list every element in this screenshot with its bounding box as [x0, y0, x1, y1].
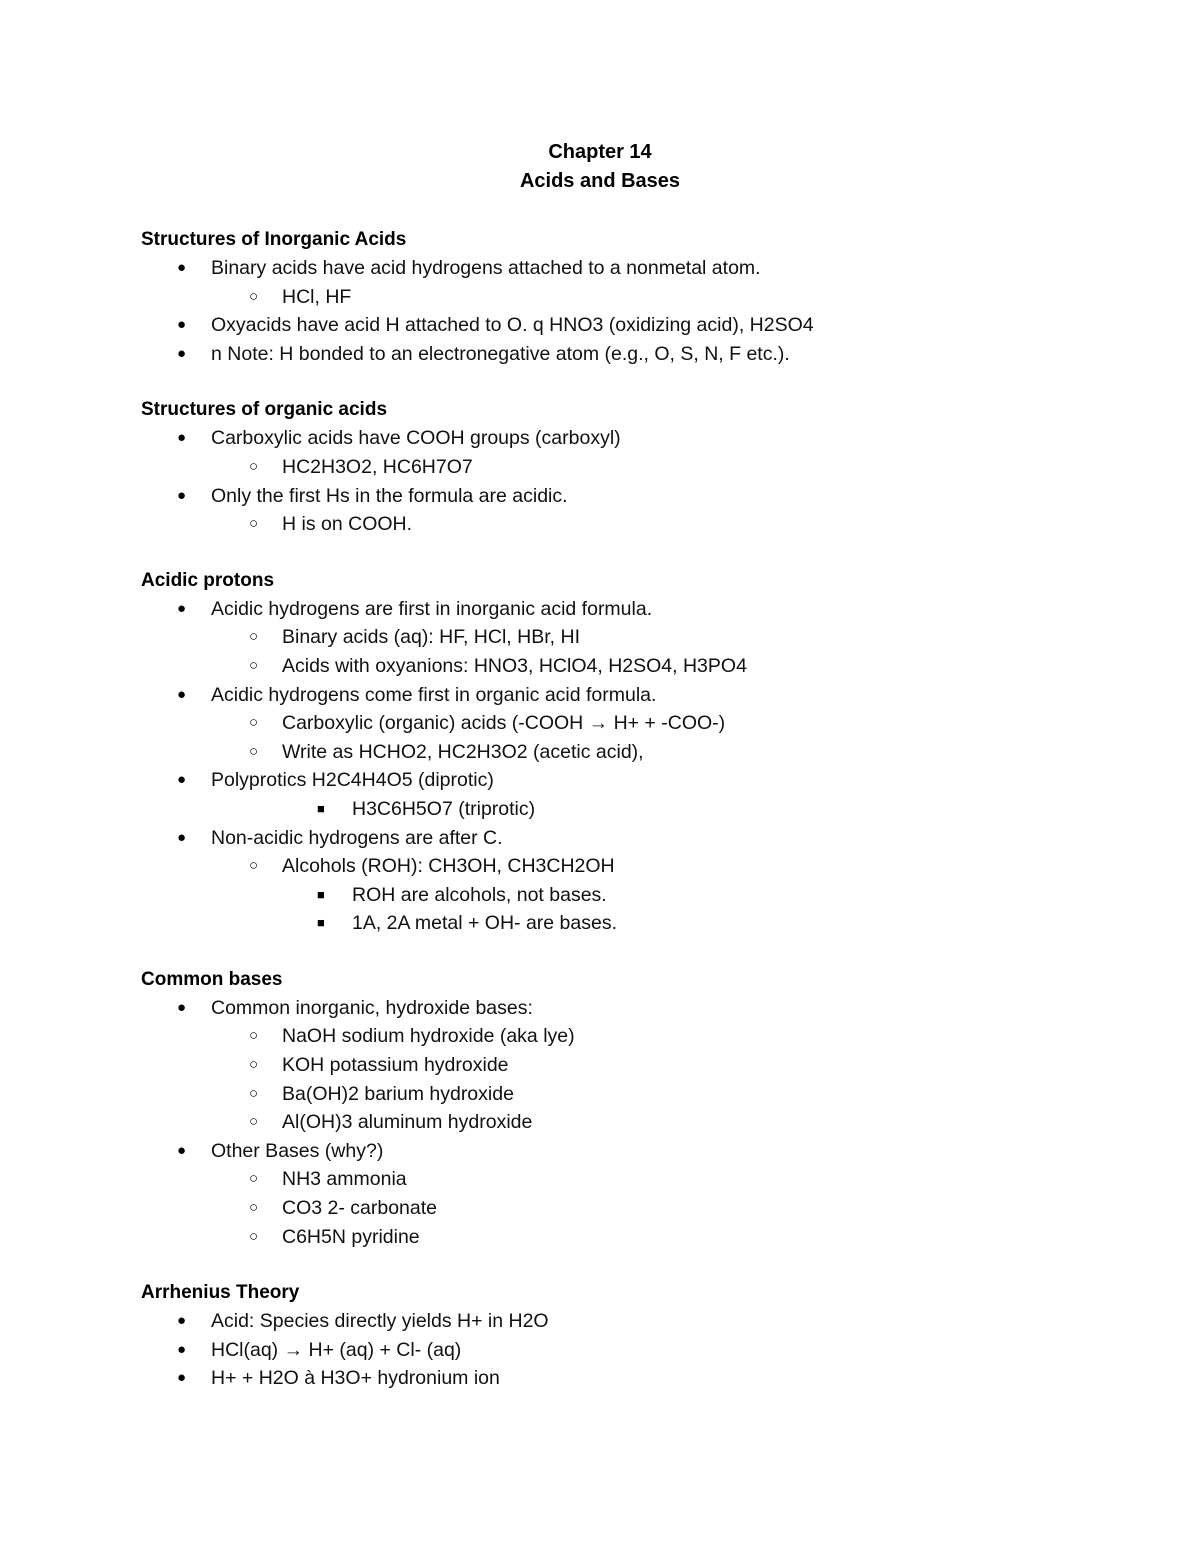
- bullet-circle-icon: ○: [249, 1199, 259, 1217]
- bullet-disc-icon: ●: [177, 599, 187, 617]
- bullet-circle-icon: ○: [249, 457, 259, 475]
- section-heading: Arrhenius Theory: [141, 1282, 300, 1304]
- list-item: [141, 994, 1141, 1023]
- section-heading: Structures of Inorganic Acids: [141, 229, 407, 250]
- list-item-text: Alcohols (ROH): CH3OH, CH3CH2OH: [282, 855, 615, 878]
- list-item-text: HCl(aq) → H+ (aq) + Cl- (aq): [211, 1338, 462, 1361]
- list-item: [141, 1165, 1141, 1194]
- list-item: [141, 681, 1141, 710]
- section-heading: Common bases: [141, 968, 283, 990]
- list-item-text: NaOH sodium hydroxide (aka lye): [282, 1025, 575, 1048]
- section: [141, 395, 1141, 538]
- bullet-disc-icon: ●: [177, 486, 187, 504]
- bullet-disc-icon: ●: [177, 1312, 187, 1330]
- list-item-text: 1A, 2A metal + OH- are bases.: [352, 912, 618, 935]
- list-item: [141, 453, 1141, 482]
- section: [141, 965, 1141, 1251]
- bullet-disc-icon: ●: [177, 685, 187, 703]
- bullet-square-icon: ■: [317, 800, 325, 816]
- bullet-disc-icon: ●: [177, 1340, 187, 1358]
- list-item: [141, 824, 1141, 853]
- list-item: [141, 738, 1141, 767]
- list-item: [141, 1307, 1141, 1336]
- document-title: [0, 138, 1200, 196]
- list-item: [141, 1022, 1141, 1051]
- list-item-text: Acidic hydrogens come first in organic acid formula.: [211, 683, 657, 706]
- bullet-square-icon: ■: [317, 915, 325, 931]
- list-item: [141, 1137, 1141, 1166]
- list-item: [141, 482, 1141, 511]
- list-item-text: Binary acids have acid hydrogens attached to a nonmetal atom.: [211, 257, 761, 279]
- list-item: [141, 510, 1141, 539]
- bullet-circle-icon: ○: [249, 1113, 259, 1131]
- list-item-text: NH3 ammonia: [282, 1168, 407, 1191]
- list-item: [141, 1080, 1141, 1109]
- bullet-circle-icon: ○: [249, 1084, 259, 1102]
- list-item: [141, 709, 1141, 738]
- list-item-text: ROH are alcohols, not bases.: [352, 883, 607, 906]
- bullet-disc-icon: ●: [177, 259, 187, 276]
- list-item-text: Carboxylic (organic) acids (-COOH → H+ + -COO-): [282, 712, 726, 735]
- list-item: [141, 424, 1141, 453]
- list-item: [141, 311, 1141, 340]
- list-item-text: Acids with oxyanions: HNO3, HClO4, H2SO4, H3PO4: [282, 654, 747, 677]
- list-item: [141, 1051, 1141, 1080]
- bullet-circle-icon: ○: [249, 1027, 259, 1045]
- list-item-text: H+ + H2O à H3O+ hydronium ion: [211, 1367, 500, 1390]
- bullet-circle-icon: ○: [249, 628, 259, 646]
- list-item-text: Other Bases (why?): [211, 1139, 384, 1162]
- list-item-text: Non-acidic hydrogens are after C.: [211, 826, 503, 849]
- list-item: [141, 623, 1141, 652]
- list-item-text: Common inorganic, hydroxide bases:: [211, 996, 533, 1019]
- list-item-text: HC2H3O2, HC6H7O7: [282, 455, 473, 478]
- bullet-disc-icon: ●: [177, 316, 187, 334]
- list-item-text: HCl, HF: [282, 285, 352, 308]
- bullet-disc-icon: ●: [177, 344, 187, 362]
- list-item: [141, 1336, 1141, 1365]
- list-item-text: H is on COOH.: [282, 513, 413, 536]
- bullet-circle-icon: ○: [249, 742, 259, 760]
- list-item: [141, 340, 1141, 369]
- list-item: [141, 1108, 1141, 1137]
- list-item-text: Al(OH)3 aluminum hydroxide: [282, 1111, 533, 1134]
- bullet-disc-icon: ●: [177, 1141, 187, 1159]
- bullet-circle-icon: ○: [249, 857, 259, 875]
- list-item: [141, 1364, 1141, 1393]
- list-item: [141, 1223, 1141, 1252]
- bullet-circle-icon: ○: [249, 515, 259, 533]
- list-item-text: Ba(OH)2 barium hydroxide: [282, 1082, 514, 1105]
- list-item: [141, 881, 1141, 910]
- chapter-label: Chapter 14: [548, 141, 652, 163]
- list-item: [141, 283, 1141, 312]
- document-body: [141, 225, 1141, 1420]
- bullet-disc-icon: ●: [177, 429, 187, 447]
- list-item-text: n Note: H bonded to an electronegative atom (e.g., O, S, N, F etc.).: [211, 342, 790, 365]
- section: [141, 1278, 1141, 1393]
- bullet-circle-icon: ○: [249, 714, 259, 732]
- list-item: [141, 766, 1141, 795]
- list-item-text: Polyprotics H2C4H4O5 (diprotic): [211, 769, 494, 792]
- chapter-title: Acids and Bases: [519, 170, 681, 192]
- list-item-text: C6H5N pyridine: [282, 1225, 420, 1248]
- list-item: [141, 652, 1141, 681]
- bullet-disc-icon: ●: [177, 998, 187, 1016]
- list-item-text: Binary acids (aq): HF, HCl, HBr, HI: [282, 626, 580, 649]
- section-heading: Structures of organic acids: [141, 399, 388, 421]
- bullet-circle-icon: ○: [249, 1056, 259, 1074]
- list-item: [141, 595, 1141, 624]
- list-item-text: Acid: Species directly yields H+ in H2O: [211, 1310, 549, 1333]
- list-item-text: H3C6H5O7 (triprotic): [352, 797, 536, 820]
- bullet-circle-icon: ○: [249, 287, 259, 305]
- list-item-text: Only the first Hs in the formula are acidic.: [211, 484, 568, 507]
- bullet-disc-icon: ●: [177, 771, 187, 789]
- list-item: [141, 909, 1141, 938]
- bullet-circle-icon: ○: [249, 1170, 259, 1188]
- list-item: [141, 1194, 1141, 1223]
- list-item-text: Write as HCHO2, HC2H3O2 (acetic acid),: [282, 740, 644, 763]
- bullet-square-icon: ■: [317, 886, 325, 902]
- list-item: [141, 795, 1141, 824]
- list-item-text: Carboxylic acids have COOH groups (carboxyl): [211, 427, 621, 450]
- list-item-text: Acidic hydrogens are first in inorganic acid formula.: [211, 597, 653, 620]
- list-item: [141, 254, 1141, 283]
- section-heading: Acidic protons: [141, 569, 275, 591]
- bullet-disc-icon: ●: [177, 1369, 187, 1387]
- bullet-disc-icon: ●: [177, 828, 187, 846]
- list-item-text: Oxyacids have acid H attached to O. q HNO3 (oxidizing acid), H2SO4: [211, 314, 814, 337]
- bullet-circle-icon: ○: [249, 1227, 259, 1245]
- bullet-circle-icon: ○: [249, 656, 259, 674]
- list-item: [141, 852, 1141, 881]
- list-item-text: KOH potassium hydroxide: [282, 1054, 509, 1077]
- section: [141, 225, 1141, 368]
- section: [141, 566, 1141, 938]
- list-item-text: CO3 2- carbonate: [282, 1197, 438, 1220]
